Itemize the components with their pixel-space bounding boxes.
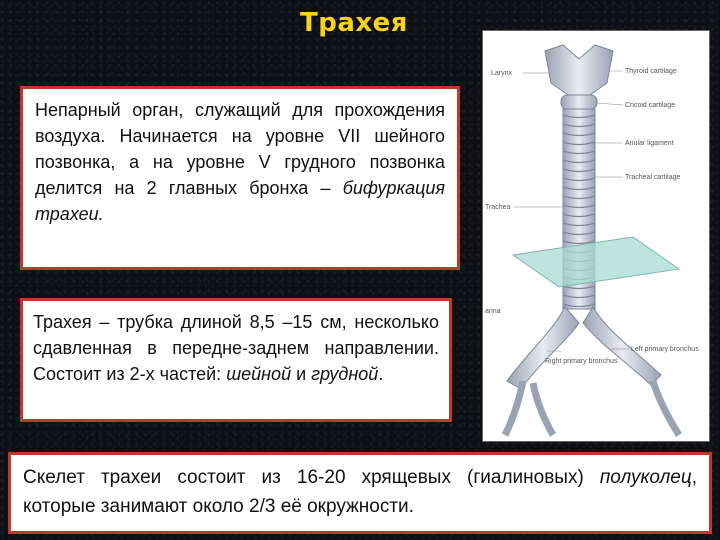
skeleton-main: Скелет трахеи состоит из 16-20 хрящевых (гиалиновых) bbox=[23, 467, 600, 488]
tracheal-cartilage-label: Tracheal cartilage bbox=[625, 174, 681, 181]
structure-main: Трахея – трубка длиной 8,5 –15 см, несколько сдавленная в передне-заднем направлении. Состоит из 2-х частей: bbox=[33, 312, 439, 384]
transverse-plane bbox=[513, 237, 679, 287]
annular-label: Anular ligament bbox=[625, 140, 674, 147]
thoracic-part: грудной bbox=[311, 364, 379, 384]
right-bronchus-label: Right primary bronchus bbox=[545, 358, 618, 365]
slide-title: Трахея bbox=[300, 8, 408, 38]
lower-bronchus-shape bbox=[505, 381, 553, 435]
right-bronchus-shape bbox=[507, 307, 579, 389]
structure-end: . bbox=[378, 364, 384, 384]
skeleton-box bbox=[8, 452, 712, 534]
description-text bbox=[35, 97, 445, 227]
larynx-label: Larynx bbox=[491, 70, 513, 77]
skeleton-end: , которые занимают около 2/3 её окружности. bbox=[23, 467, 697, 517]
thyroid-cartilage-shape bbox=[545, 45, 613, 97]
description-main: Непарный орган, служащий для прохождения воздуха. Начинается на уровне VII шейного позвонка, а на уровне V грудного позвонка делится на 2 главных бронха – bbox=[35, 100, 445, 198]
trachea-label: Trachea bbox=[485, 204, 511, 211]
bifurcation-term: бифуркация трахеи. bbox=[35, 178, 445, 224]
cricoid-cartilage-shape bbox=[561, 95, 597, 109]
half-rings-term: полуколец bbox=[599, 467, 692, 488]
cricoid-label: Cricoid cartilage bbox=[625, 102, 676, 109]
trachea-illustration bbox=[482, 30, 710, 442]
carina-label: arina bbox=[485, 308, 501, 315]
structure-text bbox=[33, 309, 439, 387]
description-box bbox=[20, 86, 460, 270]
cervical-part: шейной bbox=[226, 364, 292, 384]
trachea-diagram bbox=[483, 31, 709, 441]
left-bronchus-label: Left primary bronchus bbox=[631, 346, 699, 353]
structure-and: и bbox=[291, 364, 312, 384]
thyroid-label: Thyroid cartilage bbox=[625, 68, 677, 75]
left-lower-bronchus-shape bbox=[653, 381, 679, 435]
structure-box bbox=[20, 298, 452, 422]
skeleton-text bbox=[23, 463, 697, 521]
